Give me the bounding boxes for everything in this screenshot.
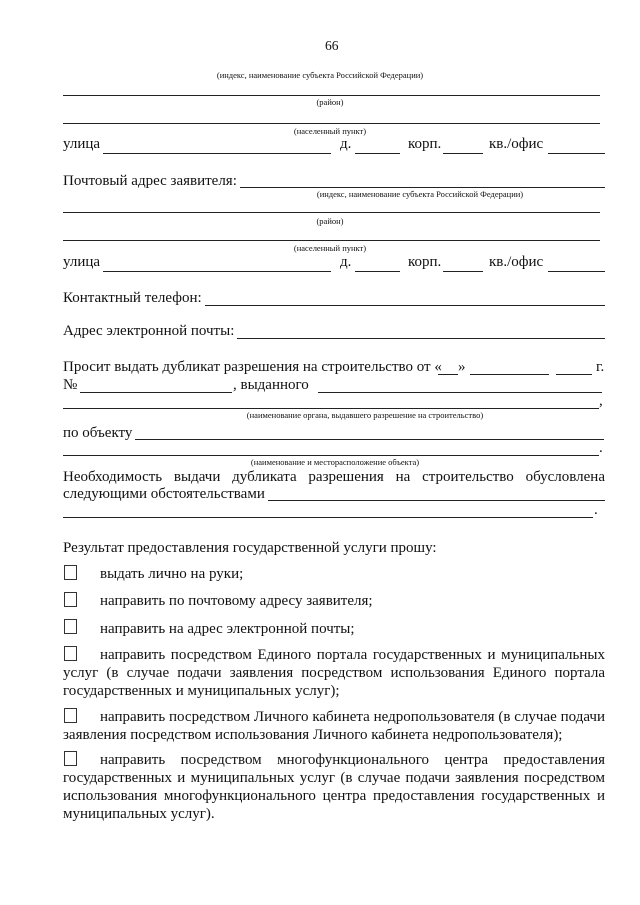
locality-line-2[interactable] [63,240,600,241]
building-label-1: корп. [408,136,442,152]
street-field-1[interactable] [103,153,331,154]
object-caption: (наименование и месторасположение объекта) [250,457,420,467]
option-checkbox-subsoil-cabinet[interactable] [64,708,77,723]
postal-address-field[interactable] [240,187,605,188]
necessity-line-1: Необходимость выдачи дубликата разрешения на строительство обусловлена [63,469,605,485]
object-label: по объекту [63,425,133,441]
option-checkbox-mfc[interactable] [64,751,77,766]
option-subsoil-line-2: заявления посредством использования Личного кабинета недропользователя); [63,727,563,743]
house-label-2: д. [340,254,352,270]
permit-number-field[interactable] [80,392,232,393]
option-email-label: направить на адрес электронной почты; [100,621,355,637]
option-mfc-line-3: использования многофункционального центра предоставления государственных и [63,788,605,804]
phone-field[interactable] [205,305,605,306]
request-quote-close: » [458,359,466,375]
issuer-caption: (наименование органа, выдавшего разрешение на строительство) [246,410,484,420]
option-gosuslugi-line-1: направить посредством Единого портала государственных и муниципальных [100,647,605,663]
apartment-label-1: кв./офис [489,136,544,152]
locality-caption-2: (населенный пункт) [293,243,367,253]
option-checkbox-email[interactable] [64,619,77,634]
date-day-field[interactable] [438,374,458,375]
house-label-1: д. [340,136,352,152]
result-heading: Результат предоставления государственной услуги прошу: [63,540,437,556]
header-caption: (индекс, наименование субъекта Российской Федерации) [216,70,424,80]
issuer-line[interactable] [63,408,599,409]
issued-text: , выданного [233,377,309,393]
option-checkbox-gosuslugi[interactable] [64,646,77,661]
issuer-comma: , [599,393,603,409]
district-caption-2: (район) [316,216,344,226]
option-mfc-line-4: муниципальных услуг). [63,806,215,822]
date-year-field[interactable] [556,374,592,375]
building-field-2[interactable] [443,271,483,272]
street-field-2[interactable] [103,271,331,272]
circumstances-period: . [594,502,598,518]
page-number: 66 [325,38,339,53]
circumstances-line-2[interactable] [63,517,593,518]
necessity-line-2: следующими обстоятельствами [63,486,265,502]
phone-label: Контактный телефон: [63,290,202,306]
district-line-2[interactable] [63,212,600,213]
district-line-1[interactable] [63,95,600,96]
apartment-field-1[interactable] [548,153,605,154]
issued-by-field[interactable] [318,392,602,393]
option-checkbox-postal[interactable] [64,592,77,607]
date-month-field[interactable] [470,374,549,375]
object-line-2[interactable] [63,455,599,456]
building-label-2: корп. [408,254,442,270]
street-label-2: улица [63,254,101,270]
apartment-field-2[interactable] [548,271,605,272]
region-caption: (индекс, наименование субъекта Российской Федерации) [316,189,524,199]
option-postal-label: направить по почтовому адресу заявителя; [100,593,373,609]
locality-caption-1: (населенный пункт) [293,126,367,136]
option-gosuslugi-line-2: услуг (в случае подачи заявления посредством использования Единого портала [63,665,605,681]
district-caption-1: (район) [316,97,344,107]
number-sign: № [63,377,78,393]
object-period: . [599,440,603,456]
option-subsoil-line-1: направить посредством Личного кабинета недропользователя (в случае подачи [100,709,605,725]
option-mfc-line-2: государственных и муниципальных услуг (в случае подачи заявления посредством [63,770,605,786]
option-gosuslugi-line-3: государственных и муниципальных услуг); [63,683,340,699]
email-label: Адрес электронной почты: [63,323,235,339]
house-field-2[interactable] [355,271,400,272]
house-field-1[interactable] [355,153,400,154]
option-checkbox-hand-delivery[interactable] [64,565,77,580]
building-field-1[interactable] [443,153,483,154]
option-mfc-line-1: направить посредством многофункционального центра предоставления [100,752,605,768]
option-hand-delivery-label: выдать лично на руки; [100,566,244,582]
email-field[interactable] [237,338,605,339]
locality-line-1[interactable] [63,123,600,124]
object-field[interactable] [135,439,604,440]
circumstances-field-1[interactable] [268,500,605,501]
year-suffix: г. [596,359,605,375]
apartment-label-2: кв./офис [489,254,544,270]
postal-address-label: Почтовый адрес заявителя: [63,173,237,189]
request-text: Просит выдать дубликат разрешения на строительство от « [63,359,442,375]
street-label-1: улица [63,136,101,152]
